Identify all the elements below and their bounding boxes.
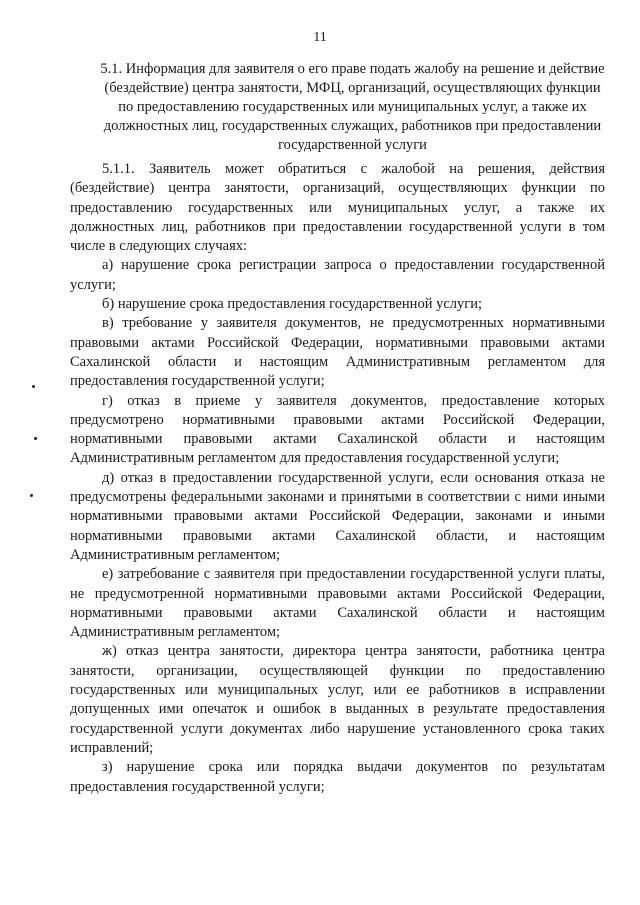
list-item-b: б) нарушение срока предоставления государственной услуги;: [102, 296, 482, 313]
section-heading: 5.1. Информация для заявителя о его праве подать жалобу на решение и действие (бездействие) центра занятости, МФЦ, организаций, осуществляющих функции по предоставлению государственных или муниципальных услуг, а также их должностных лиц, государственных служащих, работников при предоставлении государственной услуги: [100, 61, 605, 153]
scan-speck: [30, 494, 33, 497]
list-item-zh: ж) отказ центра занятости, директора центра занятости, работника центра занятости, организации, осуществляющей функции по предоставлению государственных или муниципальных услуг, или ее работников в исправлении допущенных ими опечаток и ошибок в выданных в результате предоставления государственной услуги документах либо нарушение установленного срока таких исправлений;: [70, 643, 605, 756]
list-item-e: е) затребование с заявителя при предоставлении государственной услуги платы, не предусмотренной нормативными правовыми актами Российской Федерации, нормативными правовыми актами Сахалинской области и настоящим Административным регламентом;: [70, 566, 605, 641]
list-item-a: а) нарушение срока регистрации запроса о предоставлении государственной услуги;: [70, 257, 605, 293]
scan-speck: [34, 437, 37, 440]
scan-speck: [32, 385, 35, 388]
list-item-z: з) нарушение срока или порядка выдачи документов по результатам предоставления государственной услуги;: [70, 759, 605, 795]
list-item-d: д) отказ в предоставлении государственной услуги, если основания отказа не предусмотрены федеральными законами и принятыми в соответствии с ними иными нормативными правовыми актами Российской Федерации, законами и иными нормативными правовыми актами Сахалинской области, и настоящим Административным регламентом;: [70, 469, 605, 563]
page-number: 11: [313, 30, 327, 45]
paragraph-intro: 5.1.1. Заявитель может обратиться с жалобой на решения, действия (бездействие) центра занятости, организаций, осуществляющих функции по предоставлению государственных или муниципальных услуг, а также их должностных лиц, работников при предоставлении государственной услуги в том числе в следующих случаях:: [70, 161, 605, 255]
document-body: [70, 160, 605, 797]
list-item-g: г) отказ в приеме у заявителя документов, предоставление которых предусмотрено нормативными правовыми актами Российской Федерации, нормативными правовыми актами Сахалинской области и настоящим Административным регламентом для предоставления государственной услуги;: [70, 392, 605, 467]
list-item-v: в) требование у заявителя документов, не предусмотренных нормативными правовыми актами Российской Федерации, нормативными правовыми актами Сахалинской области и настоящим Административным регламентом для предоставления государственной услуги;: [70, 315, 605, 390]
